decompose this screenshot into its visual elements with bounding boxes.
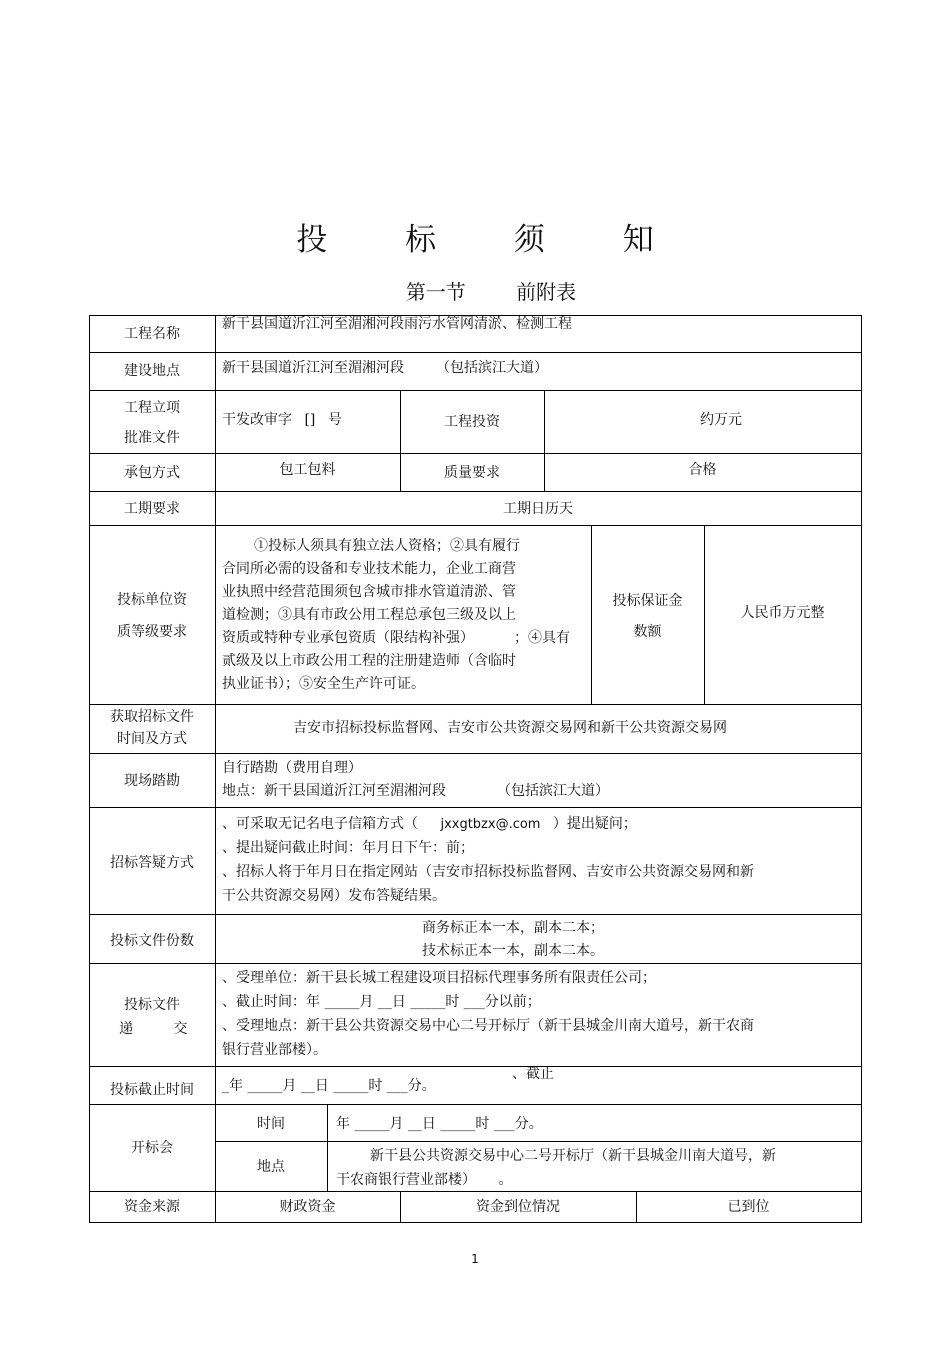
section-name: 前附表 [516,280,577,304]
qa-line1 [222,812,637,837]
copies-label: 投标文件份数 [110,933,194,949]
opening-place-end: 。 [498,1172,513,1188]
column-divider [215,315,216,1223]
quality-value: 合格 [688,462,717,478]
table-border [89,1222,862,1223]
approval-prefix: 干发改审字 [222,412,292,428]
approval-suffix: 号 [327,412,342,428]
approval-value [222,408,342,432]
project-name-label: 工程名称 [124,326,180,342]
section-number: 第一节 [405,280,466,304]
contract-value: 包工包料 [279,462,336,478]
qualification-line: 合同所必需的设备和专业技术能力，企业工商营 [222,561,516,577]
duration-label: 工期要求 [124,501,180,517]
submit-label-line1: 投标文件 [124,997,180,1013]
contract-label: 承包方式 [124,465,180,481]
row-divider [89,753,862,754]
approval-label-line2: 批准文件 [124,430,180,446]
investment-label: 工程投资 [444,414,500,430]
row-divider [89,914,862,915]
row-divider [89,1066,862,1067]
qa-email: jxxgtbzx@.com [440,817,541,832]
qa-line1-end: ）提出疑问； [552,816,637,832]
obtain-label-line2: 时间及方式 [117,731,187,747]
column-divider [327,1104,328,1191]
qa-line4: 干公共资源交易网）发布答疑结果。 [222,888,446,904]
section-heading [0,276,950,305]
funding-status-value: 已到位 [727,1199,770,1215]
column-divider [591,525,592,704]
investment-value: 约万元 [700,412,742,428]
qualification-label-line2: 质等级要求 [117,624,187,640]
duration-value: 工期日历天 [503,501,573,517]
document-title: 投 标 须 知 [296,222,688,258]
row-divider [89,390,862,391]
funding-value: 财政资金 [279,1199,336,1215]
site-visit-note: （包括滨江大道） [497,783,609,799]
opening-place-label: 地点 [257,1159,285,1175]
qualification-line: 执业证书）；⑤安全生产许可证。 [222,676,425,692]
opening-time-value: 年 _____月 __日 _____时 ___分。 [336,1116,543,1132]
qualification-line: ①投标人须具有独立法人资格；②具有履行 [254,538,520,554]
submit-label-line2 [119,1017,187,1041]
bond-value: 人民币万元整 [740,605,825,621]
qa-line2: 、提出疑问截止时间：年月日下午：前； [222,840,474,856]
qa-line3: 、招标人将于年月日在指定网站（吉安市招标投标监督网、吉安市公共资源交易网和新 [222,864,754,880]
submit-line4: 银行营业部楼）。 [222,1042,327,1058]
deadline-note: 、截止 [512,1066,554,1082]
funding-status-label: 资金到位情况 [476,1199,560,1215]
row-divider [89,807,862,808]
project-name-value: 新干县国道沂江河至湄湘河段雨污水管网清淤、检测工程 [222,316,572,332]
location-note: （包括滨江大道） [436,360,548,376]
bond-label-line2: 数额 [633,624,662,640]
qualification-line: 资质或特种专业承包资质（限结构补强） [222,630,474,646]
qualification-line: 道检测；③具有市政公用工程总承包三级及以上 [222,607,516,623]
copies-line2: 技术标正本一本，副本二本。 [422,943,604,959]
site-visit-line2: 地点：新干县国道沂江河至湄湘河段 [222,783,446,799]
deadline-value: _年 _____月 __日 _____时 ___分。 [222,1078,436,1094]
funding-label: 资金来源 [124,1199,180,1215]
qualification-line: ；④具有 [514,630,570,646]
opening-time-label: 时间 [257,1116,285,1132]
qualification-line: 业执照中经营范围须包含城市排水管道清淤、管 [222,584,516,600]
opening-label: 开标会 [131,1140,173,1156]
submit-line3: 、受理地点：新干县公共资源交易中心二号开标厅（新干县城金川南大道号，新干农商 [222,1018,754,1034]
submit-line2: 、截止时间：年 _____月 __日 _____时 ___分以前； [222,994,541,1010]
qualification-label-line1: 投标单位资 [117,592,187,608]
opening-place-line1: 新干县公共资源交易中心二号开标厅（新干县城金川南大道号，新 [370,1148,776,1164]
page-number: 1 [471,1252,479,1266]
obtain-label-line1: 获取招标文件 [110,709,194,725]
deadline-label: 投标截止时间 [110,1082,194,1098]
site-visit-line1: 自行踏勘（费用自理） [222,760,362,776]
location-value: 新干县国道沂江河至湄湘河段 [222,360,404,376]
row-divider [89,453,862,454]
obtain-value: 吉安市招标投标监督网、吉安市公共资源交易网和新干公共资源交易网 [293,720,727,736]
opening-place-line2 [336,1168,512,1192]
submit-label-char1: 递 [119,1021,133,1037]
qa-label: 招标答疑方式 [110,855,194,871]
approval-bracket: [] [304,412,316,428]
table-border [861,315,862,1223]
row-divider [89,352,862,353]
copies-line1: 商务标正本一本，副本二本； [422,920,604,936]
submit-label-char2: 交 [173,1021,188,1037]
row-divider [89,963,862,964]
row-divider [89,525,862,526]
approval-label-line1: 工程立项 [124,400,180,416]
quality-label: 质量要求 [444,465,500,481]
row-divider [89,1104,862,1105]
site-visit-label: 现场踏勘 [124,773,180,789]
location-label: 建设地点 [124,363,180,379]
row-divider [89,491,862,492]
row-divider [215,1141,862,1142]
qa-line1-start: 、可采取无记名电子信箱方式（ [222,816,418,832]
submit-line1: 、受理单位：新干县长城工程建设项目招标代理事务所有限责任公司； [222,970,656,986]
opening-place-line2-text: 干农商银行营业部楼） [336,1172,476,1188]
bond-label-line1: 投标保证金 [612,593,683,609]
qualification-line: 贰级及以上市政公用工程的注册建造师（含临时 [222,653,516,669]
